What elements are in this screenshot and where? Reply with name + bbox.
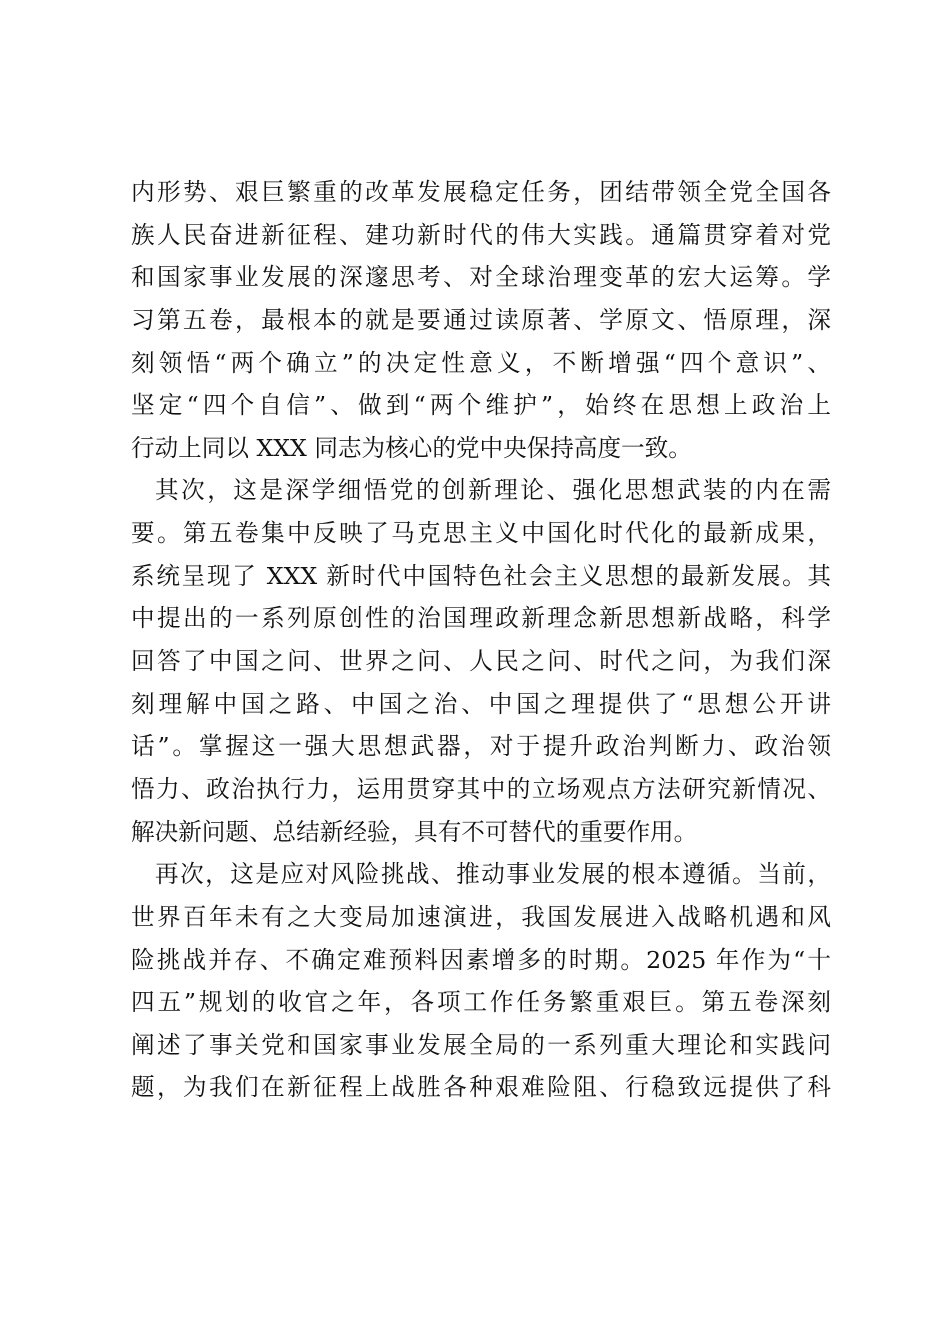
text-line: 行动上同以 XXX 同志为核心的党中央保持高度一致。	[131, 433, 692, 462]
text-line: 悟力、政治执行力，运用贯穿其中的立场观点方法研究新情况、	[131, 774, 831, 803]
text-line: 解决新问题、总结新经验，具有不可替代的重要作用。	[131, 817, 698, 846]
text-line: 族人民奋进新征程、建功新时代的伟大实践。通篇贯穿着对党	[131, 220, 831, 249]
text-line: 和国家事业发展的深邃思考、对全球治理变革的宏大运筹。学	[131, 263, 831, 292]
text-line: 世界百年未有之大变局加速演进，我国发展进入战略机遇和风	[131, 902, 831, 931]
text-line: 险挑战并存、不确定难预料因素增多的时期。2025 年作为“十	[131, 945, 831, 974]
paragraph-2	[131, 469, 831, 853]
text-line: 题，为我们在新征程上战胜各种艰难险阻、行稳致远提供了科	[131, 1073, 831, 1102]
text-line: 四五”规划的收官之年，各项工作任务繁重艰巨。第五卷深刻	[131, 988, 831, 1017]
text-line: 系统呈现了 XXX 新时代中国特色社会主义思想的最新发展。其	[131, 561, 831, 590]
document-body	[131, 171, 831, 1109]
text-line: 其次，这是深学细悟党的创新理论、强化思想武装的内在需	[155, 476, 831, 505]
text-line: 回答了中国之问、世界之问、人民之问、时代之问，为我们深	[131, 647, 831, 676]
text-line: 话”。掌握这一强大思想武器，对于提升政治判断力、政治领	[131, 732, 831, 761]
text-line: 刻领悟“两个确立”的决定性意义，不断增强“四个意识”、	[131, 348, 831, 377]
text-line: 刻理解中国之路、中国之治、中国之理提供了“思想公开讲	[131, 689, 831, 718]
text-line: 要。第五卷集中反映了马克思主义中国化时代化的最新成果，	[131, 519, 831, 548]
text-line: 中提出的一系列原创性的治国理政新理念新思想新战略，科学	[131, 604, 831, 633]
text-line: 习第五卷，最根本的就是要通过读原著、学原文、悟原理，深	[131, 305, 831, 334]
paragraph-1	[131, 171, 831, 469]
paragraph-3	[131, 853, 831, 1109]
text-line: 阐述了事关党和国家事业发展全局的一系列重大理论和实践问	[131, 1030, 831, 1059]
text-line: 再次，这是应对风险挑战、推动事业发展的根本遵循。当前，	[155, 860, 831, 889]
text-line: 内形势、艰巨繁重的改革发展稳定任务，团结带领全党全国各	[131, 178, 831, 206]
text-line: 坚定“四个自信”、做到“两个维护”，始终在思想上政治上	[131, 391, 831, 420]
